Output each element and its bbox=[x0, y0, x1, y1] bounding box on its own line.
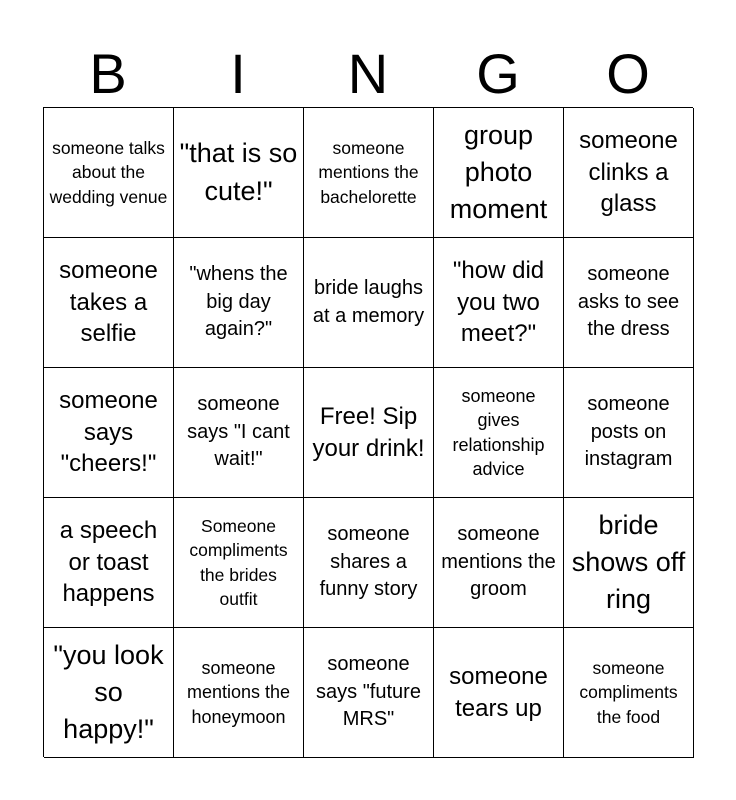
bingo-cell[interactable] bbox=[564, 238, 694, 368]
cell-text: someone clinks a glass bbox=[579, 126, 678, 218]
header-letter-o: O bbox=[606, 42, 650, 105]
bingo-cell[interactable] bbox=[434, 108, 564, 238]
bingo-cell[interactable] bbox=[304, 108, 434, 238]
cell-text: someone asks to see the dress bbox=[577, 263, 680, 341]
cell-text: bride shows off ring bbox=[571, 509, 686, 615]
cell-text: bride laughs at a memory bbox=[312, 276, 425, 327]
bingo-cell[interactable] bbox=[304, 238, 434, 368]
bingo-cell[interactable] bbox=[564, 368, 694, 498]
cell-text: someone says "future MRS" bbox=[316, 653, 421, 731]
cell-text: Someone compliments the brides outfit bbox=[189, 515, 288, 609]
cell-text: group photo moment bbox=[449, 119, 548, 225]
bingo-cell[interactable] bbox=[44, 498, 174, 628]
bingo-cell[interactable] bbox=[434, 498, 564, 628]
cell-text: someone mentions the groom bbox=[441, 523, 556, 601]
cell-text: someone mentions the honeymoon bbox=[186, 658, 291, 727]
cell-text: someone talks about the wedding venue bbox=[49, 137, 168, 207]
bingo-cell[interactable] bbox=[174, 238, 304, 368]
bingo-cell[interactable] bbox=[174, 498, 304, 628]
cell-text: someone mentions the bachelorette bbox=[318, 137, 419, 207]
cell-text: "whens the big day again?" bbox=[189, 263, 288, 341]
bingo-cell[interactable] bbox=[434, 368, 564, 498]
cell-text: "that is so cute!" bbox=[179, 138, 298, 206]
free-space-cell[interactable] bbox=[304, 368, 434, 498]
bingo-cell[interactable] bbox=[304, 498, 434, 628]
bingo-cell[interactable] bbox=[174, 108, 304, 238]
bingo-cell[interactable] bbox=[44, 368, 174, 498]
cell-text: someone compliments the food bbox=[579, 657, 678, 727]
cell-text: "you look so happy!" bbox=[53, 639, 164, 745]
cell-text: someone gives relationship advice bbox=[452, 385, 545, 479]
cell-text: someone tears up bbox=[449, 662, 548, 722]
header-letter-n: N bbox=[347, 42, 389, 105]
bingo-cell[interactable] bbox=[44, 628, 174, 758]
bingo-cell[interactable] bbox=[434, 238, 564, 368]
cell-text: someone says "cheers!" bbox=[59, 386, 158, 478]
bingo-cell[interactable] bbox=[564, 628, 694, 758]
bingo-cell[interactable] bbox=[174, 368, 304, 498]
bingo-cell[interactable] bbox=[174, 628, 304, 758]
bingo-cell[interactable] bbox=[44, 108, 174, 238]
cell-text: someone says "I cant wait!" bbox=[187, 393, 290, 471]
cell-text: a speech or toast happens bbox=[59, 516, 158, 608]
header-letter-g: G bbox=[476, 42, 520, 105]
cell-text: someone shares a funny story bbox=[319, 523, 418, 601]
header-letter-i: I bbox=[230, 42, 246, 105]
bingo-header bbox=[43, 42, 693, 106]
bingo-cell[interactable] bbox=[44, 238, 174, 368]
cell-text: someone takes a selfie bbox=[59, 256, 158, 348]
header-letter-b: B bbox=[89, 42, 127, 105]
free-space-text: Free! Sip your drink! bbox=[312, 402, 425, 462]
bingo-grid bbox=[43, 107, 693, 757]
cell-text: someone posts on instagram bbox=[584, 393, 673, 471]
bingo-cell[interactable] bbox=[304, 628, 434, 758]
cell-text: "how did you two meet?" bbox=[452, 256, 545, 348]
bingo-cell[interactable] bbox=[434, 628, 564, 758]
bingo-cell[interactable] bbox=[564, 498, 694, 628]
bingo-cell[interactable] bbox=[564, 108, 694, 238]
